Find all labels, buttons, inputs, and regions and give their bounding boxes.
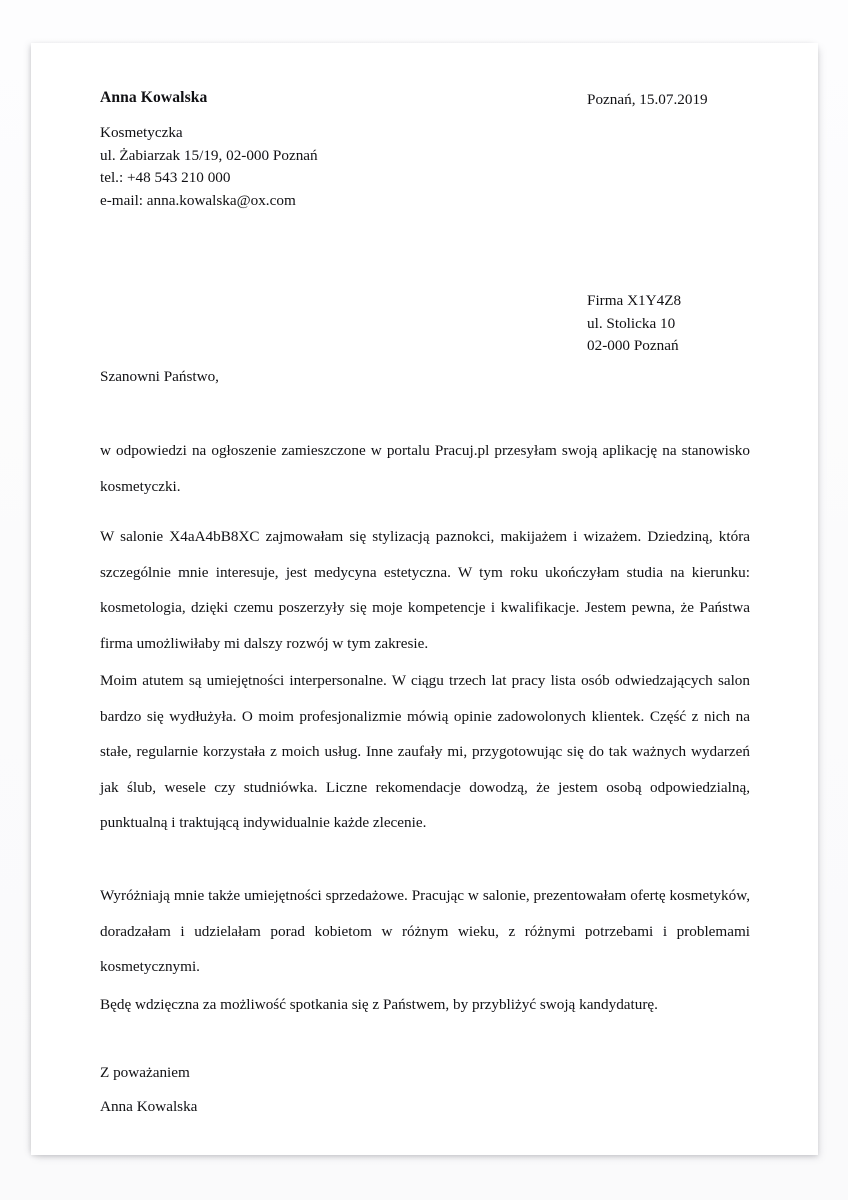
recipient-company: Firma X1Y4Z8 — [587, 292, 682, 309]
paragraph-interpersonal-skills: Moim atutem są umiejętności interpersonalne. W ciągu trzech lat pracy lista osób odwiedzających salon bardzo się wydłużyła. O moim profesjonalizmie mówią opinie zadowolonych klientek. Część z nich na stałe, regularnie korzystała z moich usług. Inne zaufały mi, przygotowując się do tak ważnych wydarzeń jak ślub, wesele czy studniówka. Liczne rekomendacje dowodzą, że jestem osobą odpowiedzialną, punktualną i traktującą indywidualnie każde zlecenie. — [100, 672, 750, 832]
valediction: Z poważaniem — [100, 1064, 190, 1081]
recipient-block — [587, 290, 681, 358]
salutation: Szanowni Państwo, — [100, 368, 219, 385]
sender-details — [100, 122, 318, 212]
recipient-street: ul. Stolicka 10 — [587, 314, 676, 332]
signature-name: Anna Kowalska — [100, 1098, 198, 1115]
letter-page — [31, 43, 818, 1155]
sender-occupation: Kosmetyczka — [100, 124, 183, 141]
paragraph-sales-skills: Wyróżniają mnie także umiejętności sprzedażowe. Pracując w salonie, prezentowałam ofertę kosmetyków, doradzałam i udzielałam porad kobietom w różnym wieku, z różnymi potrzebami i problemami kosmetycznymi. — [100, 887, 750, 976]
sender-name: Anna Kowalska — [100, 89, 208, 106]
sender-address: ul. Żabiarzak 15/19, 02-000 Poznań — [100, 146, 318, 164]
paragraph-intro: w odpowiedzi na ogłoszenie zamieszczone w portalu Pracuj.pl przesyłam swoją aplikację na stanowisko kosmetyczki. — [100, 442, 750, 495]
signature-block — [100, 1056, 197, 1124]
letter-date: Poznań, 15.07.2019 — [587, 91, 708, 108]
paragraph-experience: W salonie X4aA4bB8XC zajmowałam się stylizacją paznokci, makijażem i wizażem. Dziedziną, która szczególnie mnie interesuje, jest medycyna estetyczna. W tym roku ukończyłam studia na kierunku: kosmetologia, dzięki czemu poszerzyły się moje kompetencje i kwalifikacje. Jestem pewna, że Państwa firma umożliwiłaby mi dalszy rozwój w tym zakresie. — [100, 528, 750, 652]
letterhead — [100, 90, 750, 216]
sender-phone: tel.: +48 543 210 000 — [100, 169, 231, 186]
letter-content — [100, 89, 750, 1115]
sender-email: e-mail: anna.kowalska@ox.com — [100, 191, 296, 209]
paragraph-closing-request: Będę wdzięczna za możliwość spotkania się z Państwem, by przybliżyć swoją kandydaturę. — [100, 996, 658, 1013]
recipient-city: 02-000 Poznań — [587, 337, 679, 354]
